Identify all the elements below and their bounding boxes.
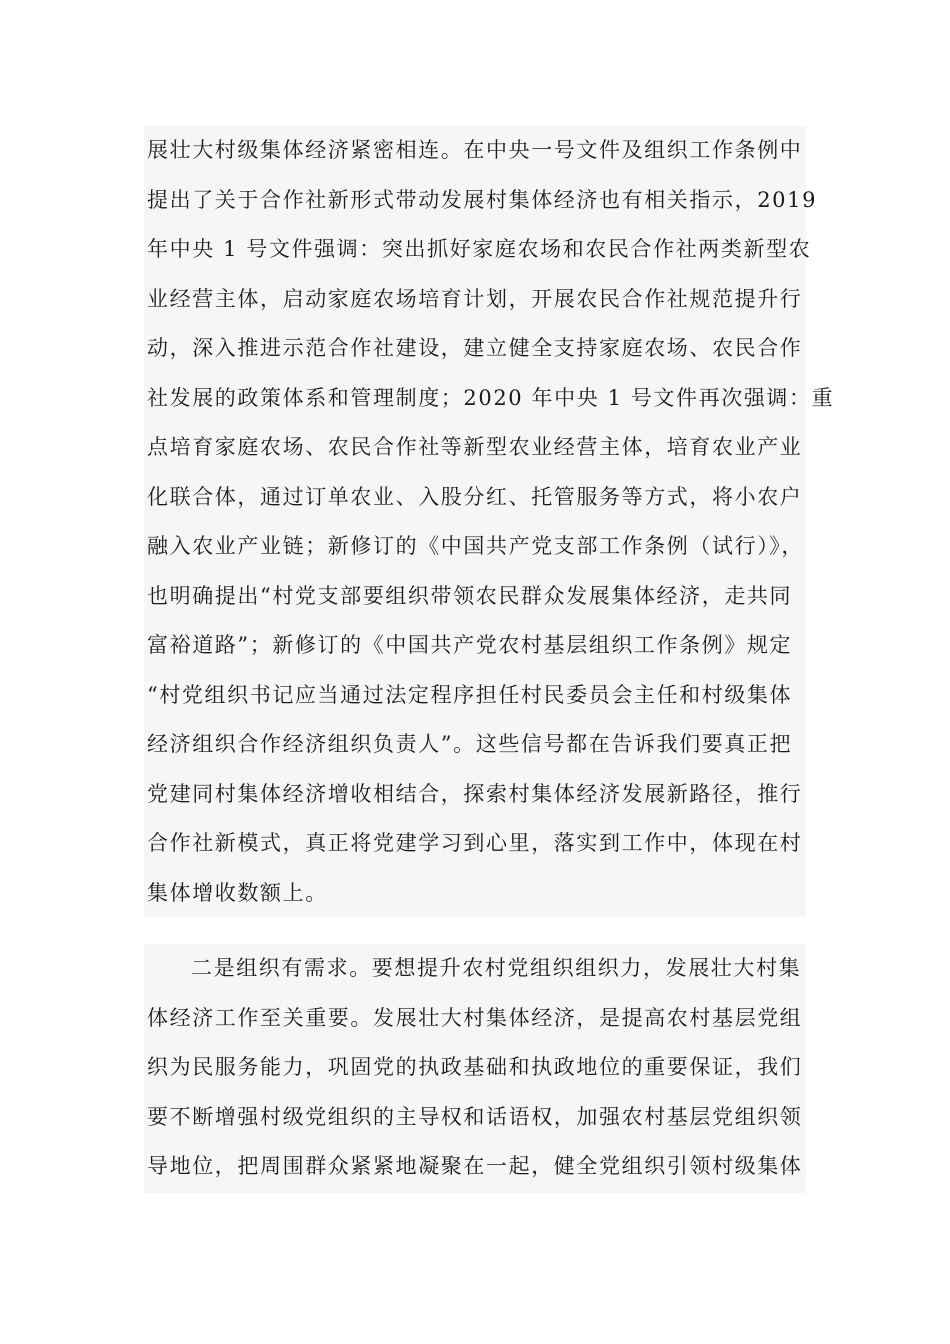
paragraph-line: 二是组织有需求。要想提升农村党组织组织力，发展壮大村集: [191, 956, 802, 980]
paragraph-line: 集体增收数额上。: [147, 880, 328, 905]
paragraph-line: 体经济工作至关重要。发展壮大村集体经济，是提高农村基层党组: [147, 1005, 803, 1030]
paragraph-line: “村党组织书记应当通过法定程序担任村民委员会主任和村级集体: [147, 682, 793, 707]
paragraph-line: 富裕道路”；新修订的《中国共产党农村基层组织工作条例》规定: [147, 633, 793, 657]
paragraph-2: [144, 944, 806, 1193]
paragraph-1: [144, 126, 835, 917]
paragraph-line: 合作社新模式，真正将党建学习到心里，落实到工作中，体现在村: [147, 831, 803, 855]
paragraph-line: 经济组织合作经济组织负责人”。这些信号都在告诉我们要真正把: [147, 732, 793, 756]
paragraph-line: 要不断增强村级党组织的主导权和话语权，加强农村基层党组织领: [147, 1104, 803, 1129]
paragraph-line: 提出了关于合作社新形式带动发展村集体经济也有相关指示，2019: [147, 187, 818, 212]
paragraph-line: 展壮大村级集体经济紧密相连。在中央一号文件及组织工作条例中: [147, 138, 803, 162]
paragraph-line: 动，深入推进示范合作社建设，建立健全支持家庭农场、农民合作: [147, 336, 803, 360]
paragraph-line: 化联合体，通过订单农业、入股分红、托管服务等方式，将小农户: [147, 484, 803, 509]
paragraph-line: 织为民服务能力，巩固党的执政基础和执政地位的重要保证，我们: [147, 1055, 803, 1079]
paragraph-line: 党建同村集体经济增收相结合，探索村集体经济发展新路径，推行: [147, 781, 803, 806]
paragraph-line: 导地位，把周围群众紧紧地凝聚在一起，健全党组织引领村级集体: [147, 1154, 803, 1178]
paragraph-line: 融入农业产业链；新修订的《中国共产党支部工作条例（试行）》，: [147, 534, 804, 558]
paragraph-line: 年中央 1 号文件强调：突出抓好家庭农场和农民合作社两类新型农: [147, 237, 812, 261]
paragraph-line: 也明确提出“村党支部要组织带领农民群众发展集体经济，走共同: [147, 583, 793, 608]
paragraph-line: 社发展的政策体系和管理制度；2020 年中央 1 号文件再次强调：重: [147, 385, 835, 410]
paragraph-line: 业经营主体，启动家庭农场培育计划，开展农民合作社规范提升行: [147, 286, 803, 311]
paragraph-line: 点培育家庭农场、农民合作社等新型农业经营主体，培育农业产业: [147, 435, 803, 459]
